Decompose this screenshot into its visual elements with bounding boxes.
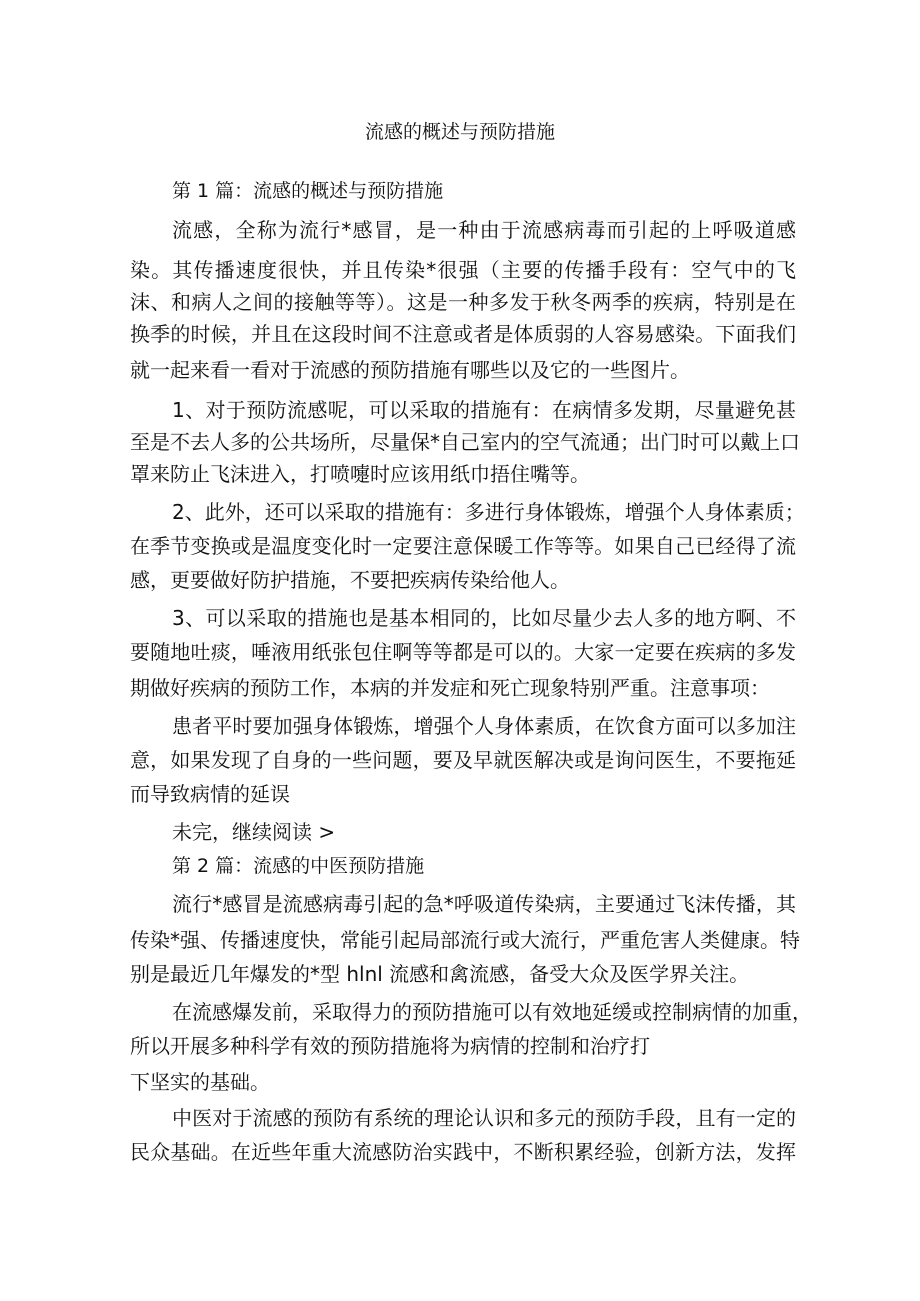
paragraph-line: 感，更要做好防护措施，不要把疾病传染给他人。 [130,568,570,592]
paragraph-line: 民众基础。在近些年重大流感防治实践中，不断积累经验，创新方法，发挥 [130,1140,796,1164]
continue-reading-link[interactable]: 未完，继续阅读 > [172,820,336,844]
paragraph-line: 流行*感冒是流感病毒引起的急*呼吸道传染病，主要通过飞沫传播，其 [172,892,796,916]
paragraph-line: 患者平时要加强身体锻炼，增强个人身体素质，在饮食方面可以多加注 [172,714,796,738]
paragraph-line: 期做好疾病的预防工作，本病的并发症和死亡现象特别严重。注意事项： [130,676,770,700]
paragraph-line: 就一起来看一看对于流感的预防措施有哪些以及它的一些图片。 [130,358,690,382]
section-heading-2: 第 2 篇：流感的中医预防措施 [172,855,425,877]
paragraph-line: 所以开展多种科学有效的预防措施将为病情的控制和治疗打 [130,1034,650,1058]
section-heading-1: 第 1 篇：流感的概述与预防措施 [172,180,444,202]
paragraph-line: 沫、和病人之间的接触等等）。这是一种多发于秋冬两季的疾病，特别是在 [130,290,796,314]
paragraph-line: 2、此外，还可以采取的措施有：多进行身体锻炼，增强个人身体素质； [172,500,805,524]
paragraph-line: 1、对于预防流感呢，可以采取的措施有：在病情多发期，尽量避免甚 [172,398,796,422]
paragraph-line: 在季节变换或是温度变化时一定要注意保暖工作等等。如果自己已经得了流 [130,534,796,558]
paragraph-line: 而导致病情的延误 [130,782,290,806]
paragraph-line: 传染*强、传播速度快，常能引起局部流行或大流行，严重危害人类健康。特 [130,928,800,952]
paragraph-line: 中医对于流感的预防有系统的理论认识和多元的预防手段，且有一定的 [172,1106,796,1130]
paragraph-line: 下坚实的基础。 [130,1070,270,1094]
paragraph-line: 要随地吐痰，唾液用纸张包住啊等等都是可以的。大家一定要在疾病的多发 [130,640,796,664]
paragraph-line: 意，如果发现了自身的一些问题，要及早就医解决或是询问医生，不要拖延 [130,748,796,772]
page-title: 流感的概述与预防措施 [364,121,555,143]
paragraph-line: 别是最近几年爆发的*型 hlnl 流感和禽流感，备受大众及医学界关注。 [130,962,750,986]
paragraph-line: 3、可以采取的措施也是基本相同的，比如尽量少去人多的地方啊、不 [172,606,796,630]
paragraph-line: 至是不去人多的公共场所，尽量保*自己室内的空气流通；出门时可以戴上口 [130,430,800,454]
paragraph-line: 在流感爆发前，采取得力的预防措施可以有效地延缓或控制病情的加重， [172,1000,812,1024]
paragraph-line: 流感，全称为流行*感冒，是一种由于流感病毒而引起的上呼吸道感 [172,218,796,242]
paragraph-line: 罩来防止飞沫进入，打喷嚏时应该用纸巾捂住嘴等。 [130,462,590,486]
paragraph-line: 染。其传播速度很快，并且传染*很强（主要的传播手段有：空气中的飞 [130,258,796,282]
paragraph-line: 换季的时候，并且在这段时间不注意或者是体质弱的人容易感染。下面我们 [130,322,796,346]
